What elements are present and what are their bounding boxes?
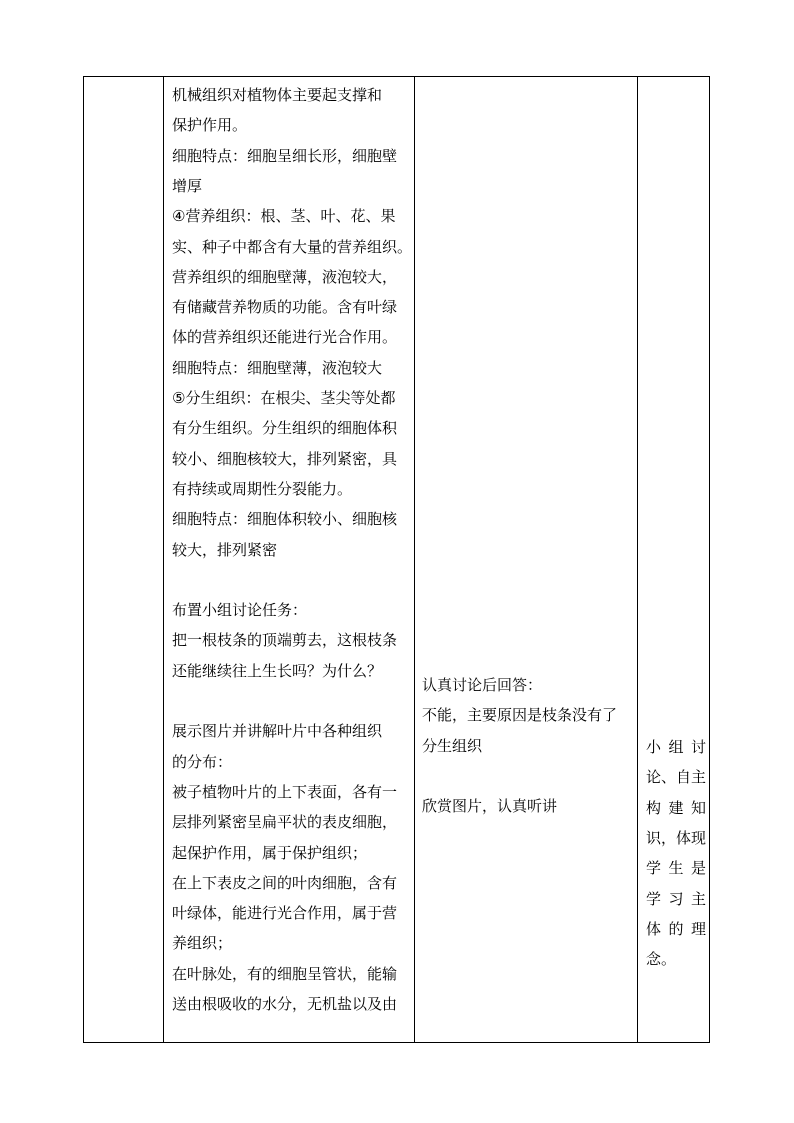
intent-text-line: 念。 [646,950,677,969]
teaching-text-line: 被子植物叶片的上下表面，各有一 [172,782,398,801]
student-text-line: 分生组织 [422,736,483,755]
teaching-text-line: 起保护作用，属于保护组织； [172,843,368,862]
teaching-text-line: 还能继续往上生长吗？为什么？ [172,661,383,680]
intent-text-line: 识，体现 [646,828,707,847]
teaching-text-line: 送由根吸收的水分，无机盐以及由 [172,995,398,1013]
intent-text-line-char: 的 [668,919,684,938]
teaching-text-line: 细胞特点：细胞壁薄，液泡较大 [172,358,383,377]
intent-text-line [646,737,706,757]
teaching-text-line: 增厚 [172,176,203,195]
teaching-text-line: 把一根枝条的顶端剪去，这根枝条 [172,631,398,650]
teaching-text-line: 实、种子中都含有大量的营养组织。 [172,237,413,256]
column-divider [163,77,164,1042]
teaching-text-line: ④营养组织：根、茎、叶、花、果 [172,207,396,226]
intent-text-line-char: 习 [668,889,684,908]
intent-text-line-char: 生 [668,859,684,878]
column-divider [414,77,415,1042]
intent-text-line [646,919,706,939]
teaching-text-line: 养组织； [172,934,233,953]
teaching-text-line: 细胞特点：细胞体积较小、细胞核 [172,510,398,529]
teaching-text-line: 机械组织对植物体主要起支撑和 [172,86,383,104]
intent-text-line-char: 理 [690,919,706,938]
intent-text-line: 论、自主 [646,768,707,787]
student-text-line: 认真讨论后回答： [422,676,543,694]
intent-text-line-char: 学 [646,859,662,878]
student-text-line: 不能，主要原因是枝条没有了 [422,706,618,725]
teaching-text-line: 布置小组讨论任务： [172,601,308,620]
column-divider [637,77,638,1042]
intent-text-line-char: 组 [668,738,684,756]
teaching-text-line: 体的营养组织还能进行光合作用。 [172,328,398,347]
student-text-line: 欣赏图片，认真听讲 [422,797,558,816]
intent-text-line-char: 小 [646,738,662,756]
teaching-text-line: 叶绿体，能进行光合作用，属于营 [172,904,398,923]
teaching-text-line: 保护作用。 [172,116,248,135]
intent-text-line-char: 学 [646,889,662,908]
intent-text-line-char: 讨 [690,738,706,756]
teaching-text-line: 展示图片并讲解叶片中各种组织 [172,722,383,741]
teaching-text-line: 在叶脉处，有的细胞呈管状，能输 [172,964,398,983]
teaching-text-line: 有持续或周期性分裂能力。 [172,479,353,498]
intent-text-line [646,798,706,818]
intent-text-line [646,858,706,878]
intent-text-line-char: 是 [690,859,706,878]
intent-text-line-char: 知 [690,798,706,817]
intent-text-line-char: 体 [646,919,662,938]
teaching-text-line: 较大，排列紧密 [172,540,278,559]
intent-text-line-char: 构 [646,798,662,817]
teaching-text-line: 营养组织的细胞壁薄，液泡较大， [172,267,398,286]
intent-text-line-char: 建 [668,798,684,817]
lesson-table [83,76,710,1043]
teaching-text-line: 有分生组织。分生组织的细胞体积 [172,419,398,438]
teaching-text-line: 层排列紧密呈扁平状的表皮细胞， [172,813,398,832]
teaching-text-line: ⑤分生组织：在根尖、茎尖等处都 [172,389,396,407]
intent-text-line [646,889,706,909]
intent-text-line-char: 主 [690,889,706,908]
teaching-text-line: 在上下表皮之间的叶肉细胞，含有 [172,873,398,892]
teaching-text-line: 较小、细胞核较大，排列紧密，具 [172,449,398,468]
teaching-text-line: 的分布： [172,752,233,771]
teaching-text-line: 有储藏营养物质的功能。含有叶绿 [172,298,398,317]
teaching-text-line: 细胞特点：细胞呈细长形，细胞壁 [172,146,398,165]
